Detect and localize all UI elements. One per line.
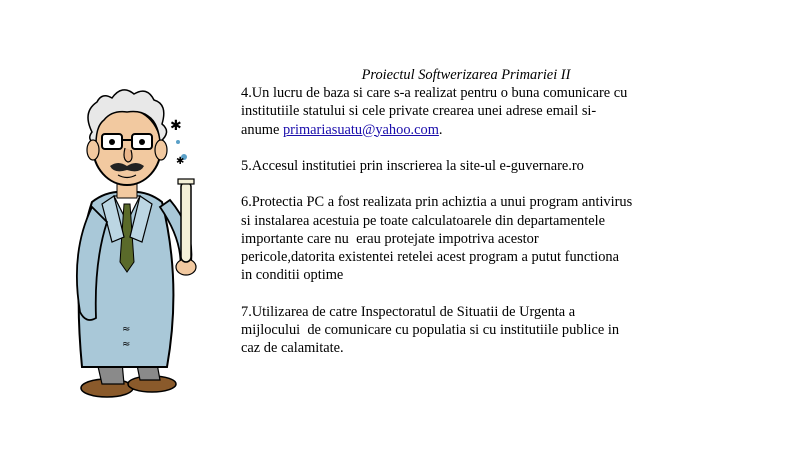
text-line: si instalarea acestuia pe toate calculatoarele din departamentele [241,212,605,229]
document-title: Proiectul Softwerizarea Primariei II [361,67,571,83]
text-line: 5.Accesul institutiei prin inscrierea la site-ul e-guvernare.ro [241,158,584,174]
paragraph-spacer [241,175,691,193]
paragraph-6 [241,193,691,284]
text-line: mijlocului de comunicare cu populatia si cu institutiile publice in [241,321,620,338]
scientist-with-test-tube-icon [52,62,202,402]
svg-text:≈: ≈ [122,339,131,350]
text-fragment: anume [241,121,283,138]
paragraph-spacer [241,284,691,302]
text-line: 4.Un lucru de baza si care s-a realizat pentru o buna comunicare cu [241,85,628,102]
svg-text:✱: ✱ [170,118,182,134]
text-line: 7.Utilizarea de catre Inspectoratul de Situatii de Urgenta a [241,303,576,320]
paragraph-7 [241,303,691,358]
text-line: institutiile statului si cele private crearea unei adrese email si- [241,103,597,120]
paragraph-spacer [241,139,691,157]
document-body [241,66,691,357]
email-link[interactable]: primariasuatu@yahoo.com [282,121,439,138]
text-line: 6.Protectia PC a fost realizata prin achiztia a unui program antivirus [241,194,633,211]
paragraph-4 [241,84,691,139]
text-line: caz de calamitate. [241,340,344,356]
text-line: importante care nu erau protejate impotriva acestor [241,230,539,247]
text-line: in conditii optime [241,267,344,284]
paragraph-5 [241,157,691,175]
text-line: pericole,datorita existentei retelei acest program a putut functiona [241,249,619,265]
text-fragment: . [438,121,443,138]
svg-text:✱: ✱ [176,156,185,167]
svg-text:≈: ≈ [122,324,131,335]
text-line [241,121,691,139]
